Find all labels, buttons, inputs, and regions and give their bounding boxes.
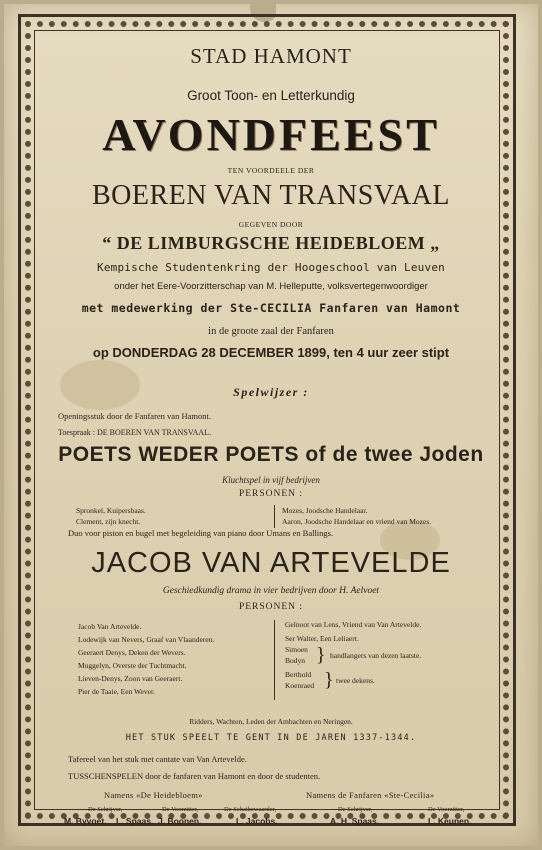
cast-group-name: Berthold [285,670,312,679]
play1-cast-left: Spronkel, Kuipersbaas. [76,506,146,515]
tableau-line: Tafereel van het stuk met cantate van Van Artevelde. [68,754,247,764]
play1-cast-heading: PERSONEN : [238,489,304,499]
benefit-line: TEN VOORDEELE DER [227,166,315,175]
event-title: AVONDFEEST [102,109,440,160]
beneficiary-heading: BOEREN VAN TRANSVAAL [92,180,450,211]
cooperation-line: met medewerking der Ste-CECILIA Fanfaren van Hamont [81,301,461,315]
cast-group-name: Bodyn [285,656,306,665]
town-heading: STAD HAMONT [190,44,352,68]
signatory-name: L. Jacobs. [236,816,278,826]
cast-group-desc: handlangers van dezen laatste. [330,651,422,660]
brace-icon: } [316,644,326,666]
play1-cast-right: Mozes, Joodsche Handelaar. [282,506,368,515]
play1-subtitle: Kluchtspel in vijf bedrijven [222,475,320,485]
signatory-role: De Schrijver, [88,806,123,813]
event-subtitle: Groot Toon- en Letterkundig [187,88,355,103]
venue-line: in de groote zaal der Fanfaren [208,326,334,337]
cast-group-desc: twee dekens. [336,676,375,685]
duo-line: Duo voor piston en bugel met begeleiding van piano door Umans en Ballings. [68,528,334,538]
signatory-role: De Voorzitter, [162,806,199,813]
brace-icon: } [324,669,334,691]
signatory-role: De Schatbewaarder, [224,806,277,813]
signatory-role: De Schrijver, [338,806,373,813]
play1-title: POETS WEDER POETS of de twee Joden [58,443,484,466]
given-by-line: GEGEVEN DOOR [238,220,304,229]
program-speech: Toespraak : DE BOEREN VAN TRANSVAAL. [58,428,212,437]
play2-cast-heading: PERSONEN : [238,602,304,612]
signatory-name: M. Byvoet. [64,816,107,826]
signature-heading-right: Namens de Fanfaren «Ste-Cecilia» [306,790,435,800]
play1-cast-left: Clement, zijn knecht. [76,517,141,526]
setting-line: HET STUK SPEELT TE GENT IN DE JAREN 1337-1344. [125,733,417,743]
interludes-line: TUSSCHENSPELEN door de fanfaren van Hamont en door de studenten. [68,771,321,781]
program-heading: Spelwijzer : [233,385,309,399]
play2-cast-left: Muggelyn, Overste der Tuchtmacht. [78,661,187,670]
play2-cast-right: Gelnoot van Lens, Vriend van Van Artevelde. [285,620,422,629]
play2-cast-left: Pier de Taaie, Een Wever. [78,687,155,696]
play2-cast-left: Lieven-Denys, Zoon van Geeraert. [78,674,183,683]
play2-subtitle: Geschiedkundig drama in vier bedrijven door H. Aelvoet [162,586,380,596]
cast-group-name: Simoen [285,645,308,654]
signatory-name: L. Spaas. [116,816,154,826]
play2-cast-left: Geeraert Denys, Deken der Wevers. [78,648,186,657]
signatory-name: A. H. Spaas. [330,816,380,826]
organizer-description: Kempische Studentenkring der Hoogeschool van Leuven [97,261,445,274]
cast-divider [274,505,275,528]
play1-cast-right: Aaron, Joodsche Handelaar en vriend van Mozes. [282,517,432,526]
patronage-line: onder het Eere-Voorzitterschap van M. Helleputte, volksvertegenwoordiger [114,281,428,292]
play2-cast-left: Lodewijk van Nevers, Graaf van Vlaanderen. [78,635,215,644]
play2-title: JACOB VAN ARTEVELDE [91,547,451,579]
program-opening: Openingsstuk door de Fanfaren van Hamont. [58,411,211,421]
date-time-line: op DONDERDAG 28 DECEMBER 1899, ten 4 uur zeer stipt [92,345,450,360]
cast-group-name: Koenraed [285,681,315,690]
signature-heading-left: Namens «De Heidebloem» [104,790,203,800]
extras-line: Ridders, Wachten, Leden der Ambachten en Neringen. [189,717,353,726]
play2-cast-left: Jacob Van Artevelde. [78,622,142,631]
signatory-name: J. Boonen. [158,816,202,826]
cast-divider [274,620,275,700]
play2-cast-right: Ser Walter, Een Leliaert. [285,634,359,643]
signatory-name: L. Keunen. [428,816,472,826]
signatory-role: De Voorzitter, [428,806,465,813]
organizer-name: “ DE LIMBURGSCHE HEIDEBLOEM „ [102,233,440,253]
